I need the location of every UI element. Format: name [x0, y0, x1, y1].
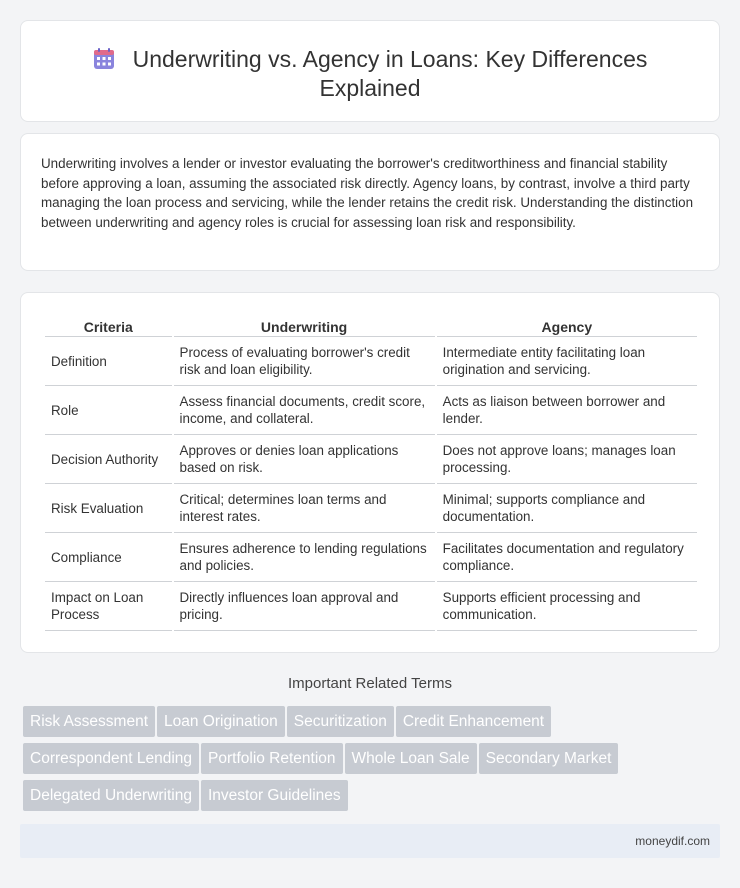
table-row: [45, 386, 697, 435]
tag-row: [23, 743, 723, 780]
criteria-cell: Impact on Loan Process: [45, 582, 172, 631]
tag-row: [23, 780, 723, 817]
tag-portfolio-retention[interactable]: Portfolio Retention: [201, 743, 343, 774]
underwriting-cell: Ensures adherence to lending regulations and policies.: [174, 533, 435, 582]
underwriting-cell: Approves or denies loan applications based on risk.: [174, 435, 435, 484]
tag-row: [23, 706, 723, 743]
header-card: [20, 20, 720, 122]
title-line-1: Underwriting vs. Agency in Loans: Key Differences: [132, 46, 648, 72]
table-row: [45, 337, 697, 386]
tag-loan-origination[interactable]: Loan Origination: [157, 706, 285, 737]
intro-card: [20, 133, 720, 271]
tag-whole-loan-sale[interactable]: Whole Loan Sale: [345, 743, 477, 774]
table-row: [45, 484, 697, 533]
table-row: [45, 533, 697, 582]
page-title: [21, 45, 719, 103]
tag-correspondent-lending[interactable]: Correspondent Lending: [23, 743, 199, 774]
underwriting-cell: Process of evaluating borrower's credit risk and loan eligibility.: [174, 337, 435, 386]
agency-cell: Intermediate entity facilitating loan origination and servicing.: [437, 337, 697, 386]
agency-cell: Supports efficient processing and communication.: [437, 582, 697, 631]
agency-cell: Minimal; supports compliance and documentation.: [437, 484, 697, 533]
comparison-table-card: [20, 292, 720, 653]
tag-credit-enhancement[interactable]: Credit Enhancement: [396, 706, 551, 737]
criteria-cell: Role: [45, 386, 172, 435]
criteria-cell: Decision Authority: [45, 435, 172, 484]
agency-cell: Facilitates documentation and regulatory compliance.: [437, 533, 697, 582]
underwriting-cell: Directly influences loan approval and pricing.: [174, 582, 435, 631]
tag-securitization[interactable]: Securitization: [287, 706, 394, 737]
footer-bar: [20, 824, 720, 858]
calendar-icon: [93, 48, 115, 70]
agency-cell: Acts as liaison between borrower and lender.: [437, 386, 697, 435]
table-row: [45, 435, 697, 484]
header-criteria: Criteria: [45, 315, 172, 337]
table-row: [45, 582, 697, 631]
related-terms-title: Important Related Terms: [288, 675, 452, 692]
underwriting-cell: Critical; determines loan terms and interest rates.: [174, 484, 435, 533]
criteria-cell: Compliance: [45, 533, 172, 582]
header-underwriting: Underwriting: [174, 315, 435, 337]
comparison-table: [43, 315, 699, 631]
intro-paragraph: Underwriting involves a lender or investor evaluating the borrower's creditworthiness and financial stability before approving a loan, assuming the associated risk directly. Agency loans, by contrast, involve a third party managing the loan process and servicing, while the lender retains the credit risk. Understanding the distinction between underwriting and agency roles is crucial for assessing loan risk and responsibility.: [41, 156, 694, 230]
title-line-2: Explained: [319, 75, 421, 101]
tag-secondary-market[interactable]: Secondary Market: [479, 743, 619, 774]
table-header-row: [45, 315, 697, 337]
tag-investor-guidelines[interactable]: Investor Guidelines: [201, 780, 348, 811]
tag-risk-assessment[interactable]: Risk Assessment: [23, 706, 155, 737]
underwriting-cell: Assess financial documents, credit score, income, and collateral.: [174, 386, 435, 435]
related-terms-tags: [23, 706, 723, 817]
header-agency: Agency: [437, 315, 697, 337]
footer-site-link[interactable]: moneydif.com: [635, 834, 710, 848]
tag-delegated-underwriting[interactable]: Delegated Underwriting: [23, 780, 199, 811]
agency-cell: Does not approve loans; manages loan processing.: [437, 435, 697, 484]
criteria-cell: Definition: [45, 337, 172, 386]
criteria-cell: Risk Evaluation: [45, 484, 172, 533]
